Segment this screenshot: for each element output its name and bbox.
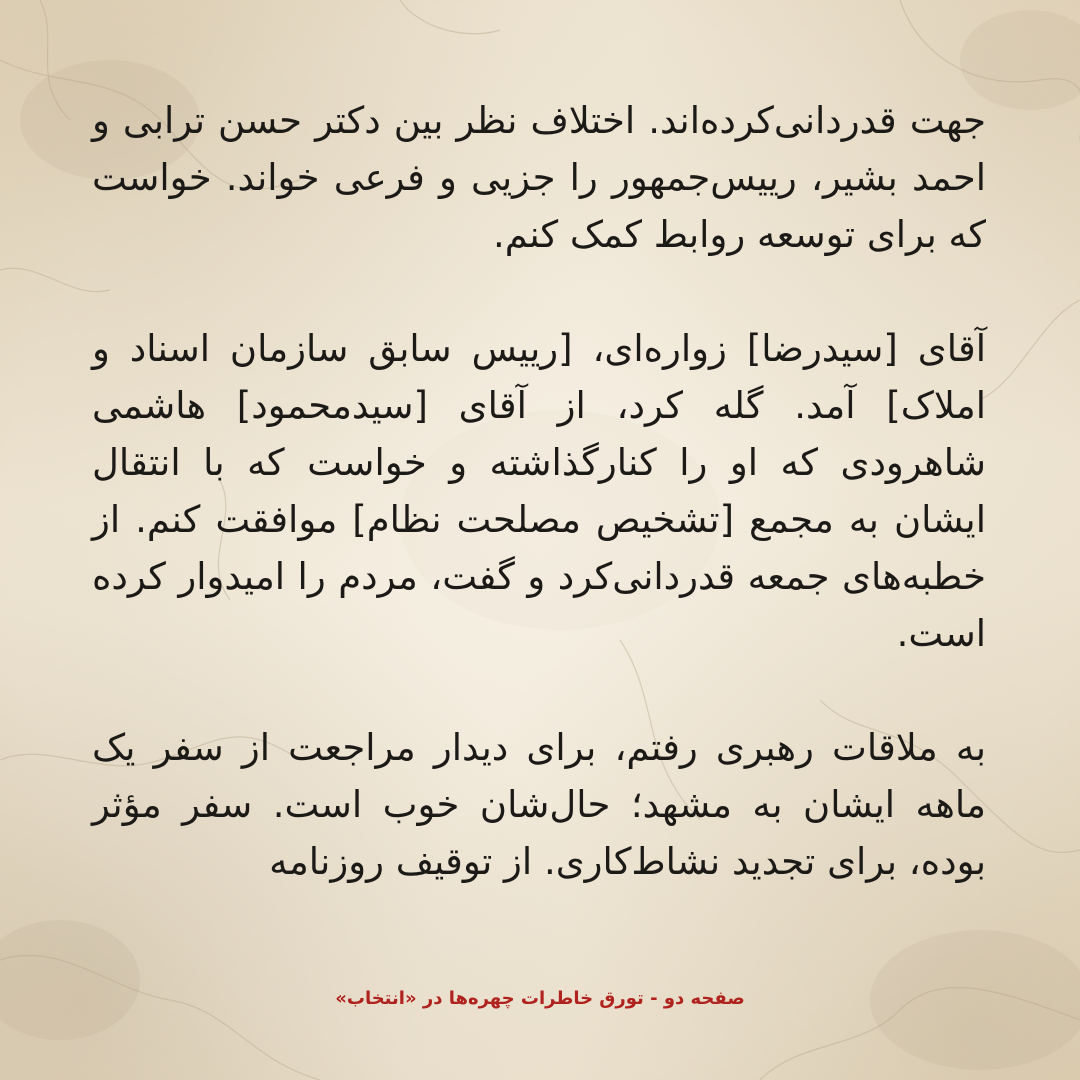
- paragraph: به ملاقات رهبری رفتم، برای دیدار مراجعت از سفر یک ماهه ایشان به مشهد؛ حال‌شان خوب است. سفر مؤثر بوده، برای تجدید نشاط‌کاری. از توقیف روزنامه: [92, 726, 986, 883]
- paragraph: جهت قدردانی‌کرده‌اند. اختلاف نظر بین دکتر حسن ترابی و احمد بشیر، رییس‌جمهور را جزیی و فرعی خواند. خواست که برای توسعه روابط کمک کنم.: [92, 99, 986, 256]
- footer-caption: صفحه دو - تورق خاطرات چهره‌ها در «انتخاب»: [335, 988, 745, 1009]
- article-body: [92, 92, 986, 890]
- paragraph: آقای [سیدرضا] زواره‌ای، [رییس سابق سازمان اسناد و املاک] آمد. گله کرد، از آقای [سیدمحمود] هاشمی شاهرودی که او را کنارگذاشته و خواست که با انتقال ایشان به مجمع [تشخیص مصلحت نظام] موافقت کنم. از خطبه‌های جمعه قدردانی‌کرد و گفت، مردم را امیدوار کرده است.: [92, 327, 986, 655]
